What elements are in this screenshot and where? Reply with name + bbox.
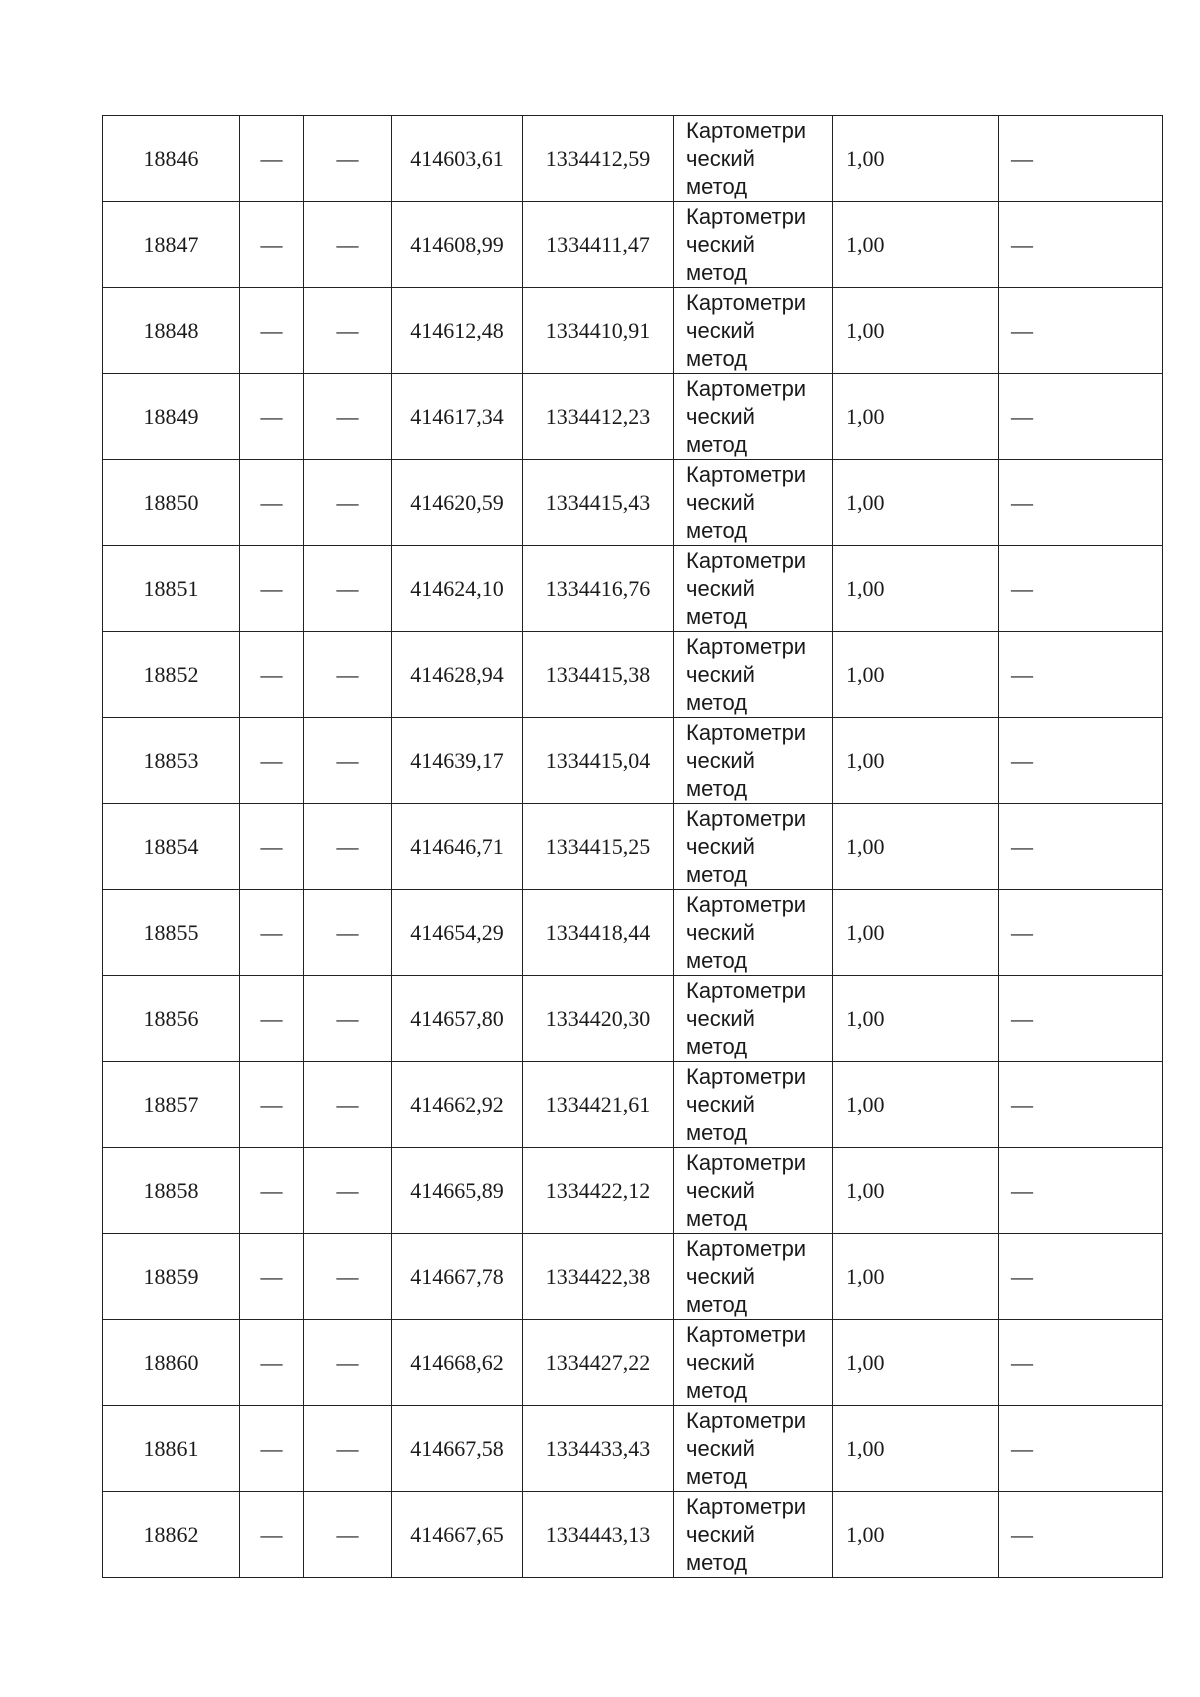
point-number-cell: 18861 — [103, 1406, 240, 1492]
empty-cell: — — [304, 1406, 392, 1492]
point-number-cell: 18849 — [103, 374, 240, 460]
table-row — [103, 460, 1163, 546]
empty-cell: — — [304, 632, 392, 718]
description-cell: — — [999, 890, 1163, 976]
point-number-cell: 18853 — [103, 718, 240, 804]
table-row — [103, 976, 1163, 1062]
accuracy-cell: 1,00 — [833, 374, 999, 460]
description-cell: — — [999, 1062, 1163, 1148]
method-text: Картометри ческий метод — [686, 634, 807, 715]
y-coordinate-cell: 1334433,43 — [523, 1406, 674, 1492]
y-coordinate-cell: 1334443,13 — [523, 1492, 674, 1578]
accuracy-cell: 1,00 — [833, 1148, 999, 1234]
method-cell — [674, 546, 833, 632]
point-number-cell: 18859 — [103, 1234, 240, 1320]
x-coordinate-cell: 414654,29 — [392, 890, 523, 976]
method-text: Картометри ческий метод — [686, 1408, 807, 1489]
description-cell: — — [999, 1492, 1163, 1578]
accuracy-cell: 1,00 — [833, 546, 999, 632]
method-cell — [674, 1320, 833, 1406]
table-row — [103, 1234, 1163, 1320]
description-cell: — — [999, 1406, 1163, 1492]
empty-cell: — — [240, 460, 304, 546]
accuracy-cell: 1,00 — [833, 1320, 999, 1406]
x-coordinate-cell: 414608,99 — [392, 202, 523, 288]
method-cell — [674, 116, 833, 202]
table-row — [103, 890, 1163, 976]
y-coordinate-cell: 1334427,22 — [523, 1320, 674, 1406]
method-cell — [674, 632, 833, 718]
empty-cell: — — [304, 718, 392, 804]
point-number-cell: 18855 — [103, 890, 240, 976]
point-number-cell: 18858 — [103, 1148, 240, 1234]
description-cell: — — [999, 202, 1163, 288]
y-coordinate-cell: 1334412,59 — [523, 116, 674, 202]
accuracy-cell: 1,00 — [833, 1406, 999, 1492]
y-coordinate-cell: 1334422,38 — [523, 1234, 674, 1320]
description-cell: — — [999, 374, 1163, 460]
description-cell: — — [999, 1320, 1163, 1406]
accuracy-cell: 1,00 — [833, 460, 999, 546]
accuracy-cell: 1,00 — [833, 890, 999, 976]
table-row — [103, 1148, 1163, 1234]
method-cell — [674, 1492, 833, 1578]
empty-cell: — — [240, 1148, 304, 1234]
empty-cell: — — [240, 804, 304, 890]
description-cell: — — [999, 632, 1163, 718]
method-cell — [674, 288, 833, 374]
point-number-cell: 18847 — [103, 202, 240, 288]
method-cell — [674, 890, 833, 976]
table-row — [103, 1062, 1163, 1148]
accuracy-cell: 1,00 — [833, 288, 999, 374]
empty-cell: — — [304, 890, 392, 976]
y-coordinate-cell: 1334422,12 — [523, 1148, 674, 1234]
point-number-cell: 18848 — [103, 288, 240, 374]
y-coordinate-cell: 1334415,38 — [523, 632, 674, 718]
empty-cell: — — [304, 1492, 392, 1578]
table-row — [103, 202, 1163, 288]
method-text: Картометри ческий метод — [686, 720, 807, 801]
empty-cell: — — [304, 288, 392, 374]
y-coordinate-cell: 1334410,91 — [523, 288, 674, 374]
empty-cell: — — [240, 116, 304, 202]
method-cell — [674, 460, 833, 546]
method-text: Картометри ческий метод — [686, 290, 807, 371]
method-text: Картометри ческий метод — [686, 1150, 807, 1231]
x-coordinate-cell: 414668,62 — [392, 1320, 523, 1406]
accuracy-cell: 1,00 — [833, 202, 999, 288]
empty-cell: — — [304, 1234, 392, 1320]
method-cell — [674, 1234, 833, 1320]
empty-cell: — — [240, 1234, 304, 1320]
empty-cell: — — [304, 546, 392, 632]
description-cell: — — [999, 718, 1163, 804]
x-coordinate-cell: 414617,34 — [392, 374, 523, 460]
x-coordinate-cell: 414603,61 — [392, 116, 523, 202]
method-text: Картометри ческий метод — [686, 806, 807, 887]
x-coordinate-cell: 414612,48 — [392, 288, 523, 374]
empty-cell: — — [240, 1492, 304, 1578]
x-coordinate-cell: 414624,10 — [392, 546, 523, 632]
method-cell — [674, 1406, 833, 1492]
table-row — [103, 374, 1163, 460]
point-number-cell: 18852 — [103, 632, 240, 718]
empty-cell: — — [240, 976, 304, 1062]
point-number-cell: 18857 — [103, 1062, 240, 1148]
description-cell: — — [999, 804, 1163, 890]
empty-cell: — — [304, 1320, 392, 1406]
empty-cell: — — [304, 1062, 392, 1148]
table-row — [103, 116, 1163, 202]
point-number-cell: 18851 — [103, 546, 240, 632]
method-text: Картометри ческий метод — [686, 204, 807, 285]
accuracy-cell: 1,00 — [833, 804, 999, 890]
description-cell: — — [999, 288, 1163, 374]
empty-cell: — — [304, 460, 392, 546]
x-coordinate-cell: 414657,80 — [392, 976, 523, 1062]
point-number-cell: 18862 — [103, 1492, 240, 1578]
x-coordinate-cell: 414639,17 — [392, 718, 523, 804]
description-cell: — — [999, 1148, 1163, 1234]
y-coordinate-cell: 1334411,47 — [523, 202, 674, 288]
description-cell: — — [999, 546, 1163, 632]
y-coordinate-cell: 1334412,23 — [523, 374, 674, 460]
method-text: Картометри ческий метод — [686, 548, 807, 629]
y-coordinate-cell: 1334420,30 — [523, 976, 674, 1062]
empty-cell: — — [240, 1406, 304, 1492]
method-cell — [674, 202, 833, 288]
table-row — [103, 1406, 1163, 1492]
method-text: Картометри ческий метод — [686, 1236, 807, 1317]
empty-cell: — — [240, 202, 304, 288]
table-body — [103, 116, 1163, 1578]
table-row — [103, 1492, 1163, 1578]
method-cell — [674, 718, 833, 804]
point-number-cell: 18846 — [103, 116, 240, 202]
point-number-cell: 18856 — [103, 976, 240, 1062]
description-cell: — — [999, 460, 1163, 546]
method-cell — [674, 1148, 833, 1234]
x-coordinate-cell: 414620,59 — [392, 460, 523, 546]
y-coordinate-cell: 1334415,43 — [523, 460, 674, 546]
x-coordinate-cell: 414662,92 — [392, 1062, 523, 1148]
y-coordinate-cell: 1334418,44 — [523, 890, 674, 976]
accuracy-cell: 1,00 — [833, 1492, 999, 1578]
method-text: Картометри ческий метод — [686, 978, 807, 1059]
y-coordinate-cell: 1334415,25 — [523, 804, 674, 890]
table-row — [103, 804, 1163, 890]
method-cell — [674, 374, 833, 460]
empty-cell: — — [240, 1062, 304, 1148]
empty-cell: — — [304, 374, 392, 460]
method-text: Картометри ческий метод — [686, 892, 807, 973]
method-text: Картометри ческий метод — [686, 376, 807, 457]
empty-cell: — — [240, 632, 304, 718]
point-number-cell: 18854 — [103, 804, 240, 890]
x-coordinate-cell: 414667,78 — [392, 1234, 523, 1320]
empty-cell: — — [240, 718, 304, 804]
empty-cell: — — [304, 116, 392, 202]
empty-cell: — — [304, 976, 392, 1062]
method-cell — [674, 804, 833, 890]
description-cell: — — [999, 976, 1163, 1062]
coordinates-table — [102, 115, 1163, 1578]
empty-cell: — — [240, 890, 304, 976]
empty-cell: — — [304, 804, 392, 890]
x-coordinate-cell: 414646,71 — [392, 804, 523, 890]
method-text: Картометри ческий метод — [686, 1494, 807, 1575]
table-row — [103, 288, 1163, 374]
table-row — [103, 632, 1163, 718]
point-number-cell: 18860 — [103, 1320, 240, 1406]
description-cell: — — [999, 1234, 1163, 1320]
accuracy-cell: 1,00 — [833, 632, 999, 718]
method-text: Картометри ческий метод — [686, 1064, 807, 1145]
accuracy-cell: 1,00 — [833, 976, 999, 1062]
method-text: Картометри ческий метод — [686, 462, 807, 543]
empty-cell: — — [240, 546, 304, 632]
method-text: Картометри ческий метод — [686, 1322, 807, 1403]
x-coordinate-cell: 414665,89 — [392, 1148, 523, 1234]
x-coordinate-cell: 414667,58 — [392, 1406, 523, 1492]
method-cell — [674, 1062, 833, 1148]
y-coordinate-cell: 1334415,04 — [523, 718, 674, 804]
accuracy-cell: 1,00 — [833, 116, 999, 202]
empty-cell: — — [240, 1320, 304, 1406]
method-cell — [674, 976, 833, 1062]
table-row — [103, 718, 1163, 804]
accuracy-cell: 1,00 — [833, 1062, 999, 1148]
y-coordinate-cell: 1334421,61 — [523, 1062, 674, 1148]
table-row — [103, 546, 1163, 632]
accuracy-cell: 1,00 — [833, 1234, 999, 1320]
description-cell: — — [999, 116, 1163, 202]
method-text: Картометри ческий метод — [686, 118, 807, 199]
x-coordinate-cell: 414628,94 — [392, 632, 523, 718]
point-number-cell: 18850 — [103, 460, 240, 546]
empty-cell: — — [304, 1148, 392, 1234]
x-coordinate-cell: 414667,65 — [392, 1492, 523, 1578]
accuracy-cell: 1,00 — [833, 718, 999, 804]
empty-cell: — — [304, 202, 392, 288]
empty-cell: — — [240, 374, 304, 460]
table-row — [103, 1320, 1163, 1406]
y-coordinate-cell: 1334416,76 — [523, 546, 674, 632]
empty-cell: — — [240, 288, 304, 374]
